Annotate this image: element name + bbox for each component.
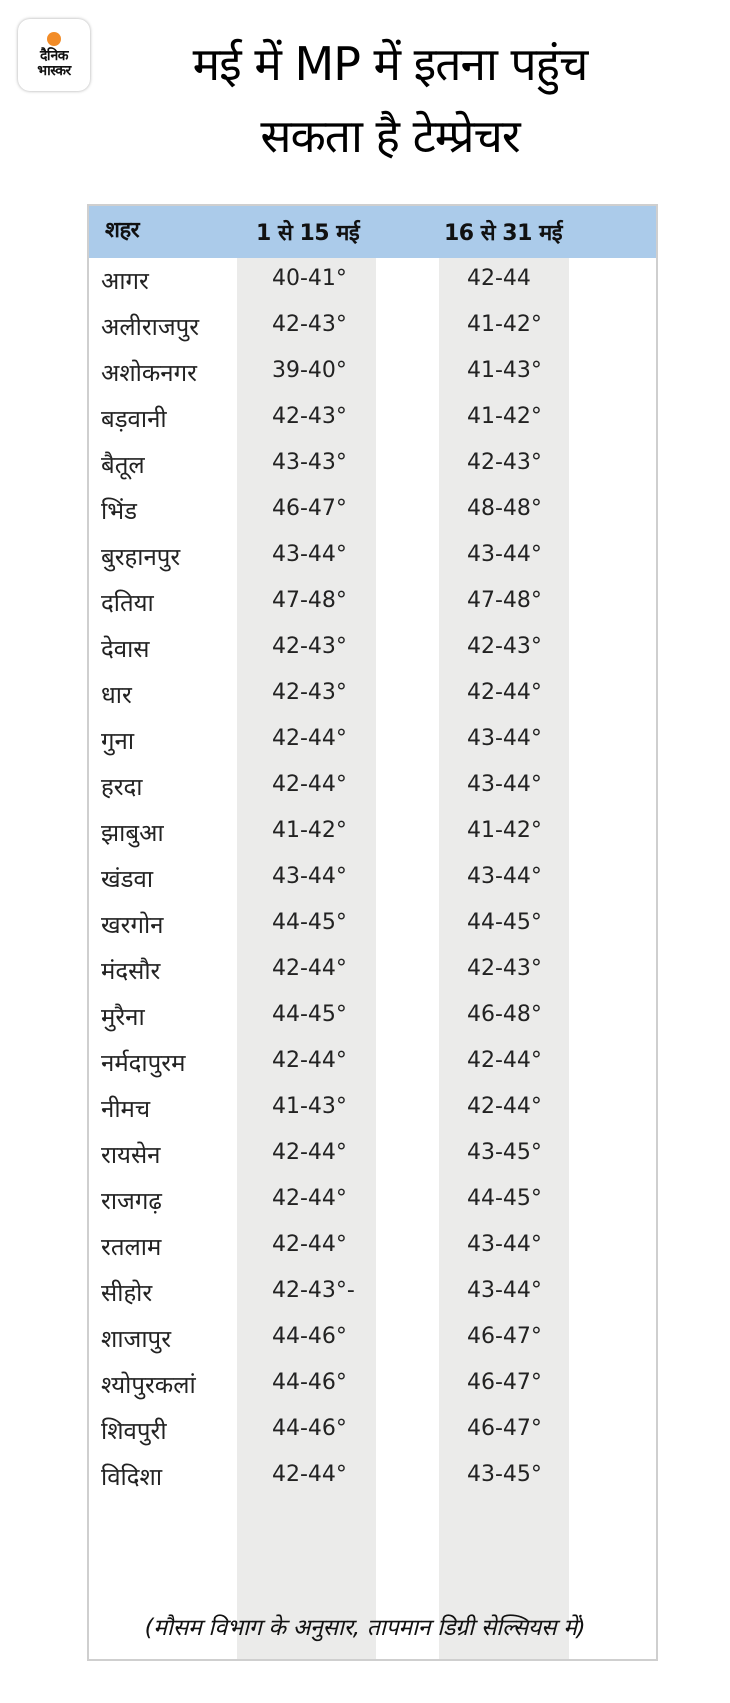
temperature-table: [87, 204, 658, 1661]
temp-period2: 41-42°: [467, 312, 542, 337]
temp-period1: 47-48°: [272, 588, 347, 613]
city-name: सीहोर: [101, 1279, 153, 1307]
table-row: [89, 856, 656, 902]
temp-period1: 41-42°: [272, 818, 347, 843]
temp-period2: 43-44°: [467, 726, 542, 751]
temp-period2: 47-48°: [467, 588, 542, 613]
temp-period1: 41-43°: [272, 1094, 347, 1119]
temp-period1: 42-44°: [272, 1140, 347, 1165]
city-name: मंदसौर: [101, 957, 161, 985]
temp-period2: 44-45°: [467, 910, 542, 935]
table-row: [89, 1086, 656, 1132]
city-name: शाजापुर: [101, 1325, 172, 1353]
city-name: शिवपुरी: [101, 1417, 167, 1445]
temp-period2: 43-45°: [467, 1462, 542, 1487]
temp-period1: 42-43°: [272, 680, 347, 705]
table-row: [89, 718, 656, 764]
table-body: [89, 258, 656, 1500]
table-row: [89, 258, 656, 304]
table-row: [89, 396, 656, 442]
table-row: [89, 1454, 656, 1500]
city-name: आगर: [101, 267, 149, 295]
city-name: राजगढ़: [101, 1187, 162, 1215]
table-row: [89, 672, 656, 718]
table-row: [89, 902, 656, 948]
table-row: [89, 1178, 656, 1224]
temp-period1: 43-44°: [272, 542, 347, 567]
table-row: [89, 534, 656, 580]
table-row: [89, 1316, 656, 1362]
table-row: [89, 1040, 656, 1086]
temp-period1: 44-46°: [272, 1370, 347, 1395]
city-name: खरगोन: [101, 911, 164, 939]
city-name: अलीराजपुर: [101, 313, 200, 341]
title-line1: मई में MP में इतना पहुंच: [192, 37, 588, 91]
temp-period2: 41-42°: [467, 818, 542, 843]
temp-period2: 48-48°: [467, 496, 542, 521]
temp-period1: 42-44°: [272, 1232, 347, 1257]
city-name: बुरहानपुर: [101, 543, 181, 571]
temp-period2: 41-43°: [467, 358, 542, 383]
temp-period1: 44-46°: [272, 1324, 347, 1349]
sun-dot-icon: [47, 32, 61, 46]
table-row: [89, 764, 656, 810]
city-name: गुना: [101, 727, 135, 755]
city-name: नीमच: [101, 1095, 151, 1123]
temp-period1: 42-43°: [272, 312, 347, 337]
city-name: धार: [101, 681, 132, 709]
temp-period1: 44-46°: [272, 1416, 347, 1441]
temp-period1: 43-44°: [272, 864, 347, 889]
header-period2: 16 से 31 मई: [444, 221, 563, 246]
temp-period2: 46-48°: [467, 1002, 542, 1027]
table-row: [89, 1224, 656, 1270]
temp-period2: 46-47°: [467, 1324, 542, 1349]
header-city: शहर: [105, 218, 140, 243]
city-name: खंडवा: [101, 865, 154, 893]
temp-period2: 42-44°: [467, 680, 542, 705]
source-footnote: (मौसम विभाग के अनुसार, तापमान डिग्री सेल्सियस में): [144, 1615, 586, 1641]
header-period1: 1 से 15 मई: [256, 221, 360, 246]
city-name: अशोकनगर: [101, 359, 197, 387]
table-row: [89, 488, 656, 534]
temp-period2: 42-43°: [467, 450, 542, 475]
table-row: [89, 1362, 656, 1408]
temp-period1: 40-41°: [272, 266, 347, 291]
temp-period2: 43-44°: [467, 542, 542, 567]
temp-period1: 42-44°: [272, 1462, 347, 1487]
title-line2: सकता है टेम्प्रेचर: [260, 109, 520, 163]
temp-period2: 42-44: [467, 266, 531, 291]
logo-text-line2: भास्कर: [37, 62, 71, 79]
dainik-bhaskar-logo: [18, 19, 90, 91]
temp-period1: 44-45°: [272, 910, 347, 935]
table-row: [89, 626, 656, 672]
temp-period2: 43-44°: [467, 1232, 542, 1257]
table-header: [89, 204, 656, 258]
table-row: [89, 304, 656, 350]
temp-period1: 44-45°: [272, 1002, 347, 1027]
temp-period1: 42-43°: [272, 634, 347, 659]
temp-period2: 44-45°: [467, 1186, 542, 1211]
temp-period1: 39-40°: [272, 358, 347, 383]
temp-period2: 41-42°: [467, 404, 542, 429]
city-name: विदिशा: [101, 1463, 163, 1491]
temp-period1: 43-43°: [272, 450, 347, 475]
table-row: [89, 580, 656, 626]
temp-period1: 42-44°: [272, 1186, 347, 1211]
temp-period1: 42-44°: [272, 726, 347, 751]
city-name: बड़वानी: [101, 405, 167, 433]
temp-period2: 42-43°: [467, 956, 542, 981]
temp-period2: 46-47°: [467, 1370, 542, 1395]
temp-period2: 43-44°: [467, 864, 542, 889]
temp-period1: 46-47°: [272, 496, 347, 521]
city-name: भिंड: [101, 497, 137, 525]
city-name: रायसेन: [101, 1141, 161, 1169]
temp-period2: 43-44°: [467, 1278, 542, 1303]
table-row: [89, 948, 656, 994]
city-name: श्योपुरकलां: [101, 1371, 196, 1399]
table-row: [89, 1408, 656, 1454]
city-name: दतिया: [101, 589, 154, 617]
temp-period1: 42-43°-: [272, 1278, 355, 1303]
city-name: देवास: [101, 635, 150, 663]
table-row: [89, 1270, 656, 1316]
temp-period2: 42-43°: [467, 634, 542, 659]
table-row: [89, 442, 656, 488]
table-row: [89, 994, 656, 1040]
page-title: [100, 28, 680, 172]
temp-period2: 42-44°: [467, 1048, 542, 1073]
temp-period2: 46-47°: [467, 1416, 542, 1441]
temp-period2: 43-44°: [467, 772, 542, 797]
city-name: मुरैना: [101, 1003, 145, 1031]
temp-period2: 42-44°: [467, 1094, 542, 1119]
city-name: नर्मदापुरम: [101, 1049, 186, 1077]
temp-period1: 42-44°: [272, 772, 347, 797]
logo-text-line1: दैनिक: [39, 47, 69, 64]
temp-period2: 43-45°: [467, 1140, 542, 1165]
table-row: [89, 350, 656, 396]
city-name: झाबुआ: [101, 819, 164, 847]
city-name: हरदा: [101, 773, 143, 801]
temp-period1: 42-43°: [272, 404, 347, 429]
table-row: [89, 1132, 656, 1178]
temp-period1: 42-44°: [272, 956, 347, 981]
city-name: बैतूल: [101, 451, 145, 479]
city-name: रतलाम: [101, 1233, 162, 1261]
table-row: [89, 810, 656, 856]
temp-period1: 42-44°: [272, 1048, 347, 1073]
